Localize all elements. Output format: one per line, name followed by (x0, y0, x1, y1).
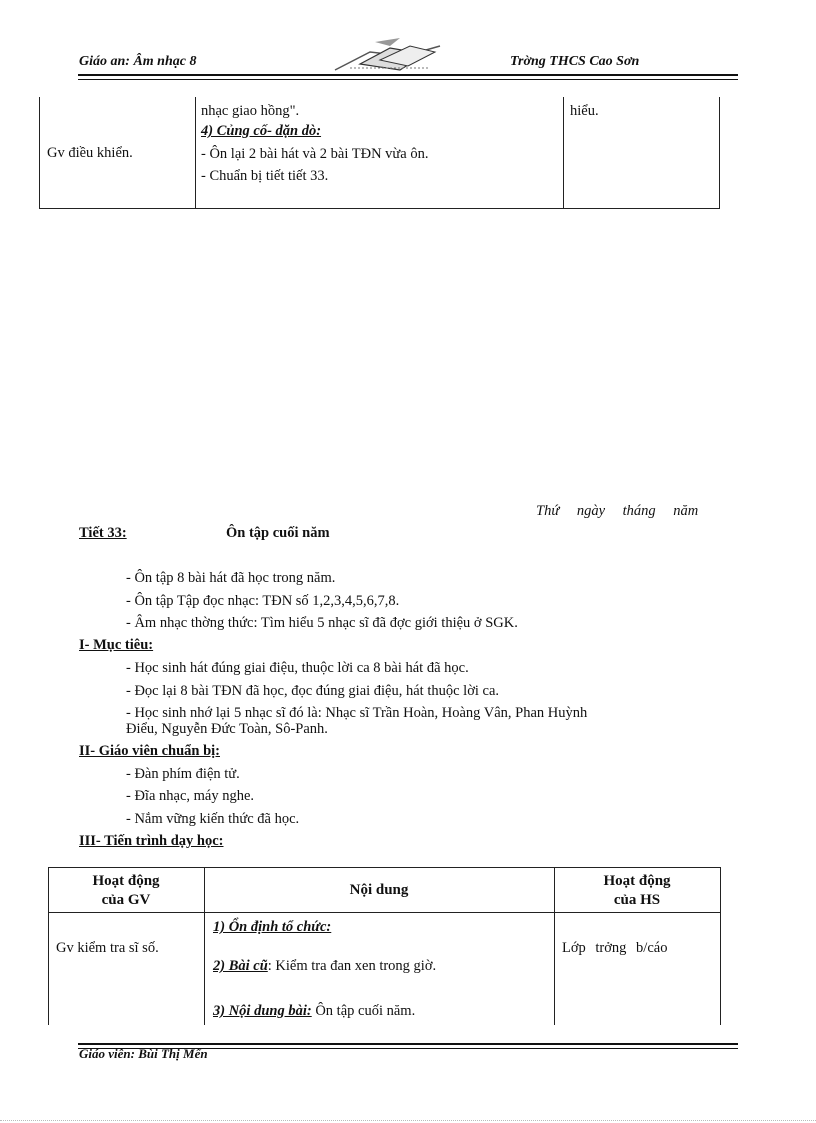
hs-cell: Lớp trởng b/cáo (562, 940, 668, 956)
content-step-2: 2) Bài cũ: Kiểm tra đan xen trong giờ. (213, 958, 437, 974)
activity-table (48, 867, 721, 1025)
top-table-content-line: 4) Củng cố- dặn dò: (201, 123, 322, 139)
lesson-number: Tiết 33: (79, 525, 127, 541)
top-table-hs-cell: hiểu. (570, 103, 599, 119)
section-1-item: - Học sinh hát đúng giai điệu, thuộc lời ca 8 bài hát đã học. (126, 660, 469, 676)
gv-cell: Gv kiểm tra sĩ số. (56, 940, 159, 956)
section-1-item: - Đọc lại 8 bài TĐN đã học, đọc đúng giai điệu, hát thuộc lời ca. (126, 683, 500, 699)
footer-teacher: Giáo viên: Bùi Thị Mến (79, 1046, 208, 1061)
section-3-title: III- Tiến trình dạy học: (79, 833, 224, 849)
date-line: Thứ ngày tháng năm (536, 503, 699, 519)
intro-item: - Ôn tập Tập đọc nhạc: TĐN số 1,2,3,4,5,6,7,8. (126, 593, 400, 609)
intro-item: - Âm nhạc thờng thức: Tìm hiểu 5 nhạc sĩ đã đợc giới thiệu ở SGK. (126, 615, 518, 631)
content-step-1: 1) Ổn định tổ chức: (213, 919, 332, 935)
header-rule-thin (78, 79, 738, 80)
top-table-content-line: - Ôn lại 2 bài hát và 2 bài TĐN vừa ôn. (201, 146, 429, 162)
book-quill-logo-icon (330, 34, 445, 74)
top-table-content-line: nhạc giao hồng". (201, 103, 300, 119)
section-2-title: II- Giáo viên chuẩn bị: (79, 743, 220, 759)
section-1-item: Điểu, Nguyễn Đức Toàn, Sô-Panh. (126, 721, 328, 737)
header-left: Giáo an: Âm nhạc 8 (79, 54, 197, 69)
header-right: Trờng THCS Cao Sơn (510, 54, 640, 69)
footer-rule-thick (78, 1043, 738, 1045)
top-table (39, 97, 720, 209)
top-table-content-line: - Chuẩn bị tiết tiết 33. (201, 168, 329, 184)
section-2-item: - Đĩa nhạc, máy nghe. (126, 788, 255, 804)
intro-item: - Ôn tập 8 bài hát đã học trong năm. (126, 570, 336, 586)
page-bottom-border (0, 1120, 816, 1121)
header-content: Nội dung (349, 882, 409, 898)
content-step-3: 3) Nội dung bài: Ôn tập cuối năm. (213, 1003, 416, 1019)
section-2-item: - Nắm vững kiến thức đã học. (126, 811, 300, 827)
header-hs: Hoạt động của HS (603, 873, 671, 908)
top-table-gv-cell: Gv điều khiển. (47, 145, 133, 161)
section-1-item: - Học sinh nhớ lại 5 nhạc sĩ đó là: Nhạc sĩ Trần Hoàn, Hoàng Vân, Phan Huỳnh (126, 705, 588, 721)
header-rule-thick (78, 74, 738, 76)
lesson-title: Ôn tập cuối năm (226, 525, 330, 541)
section-2-item: - Đàn phím điện tử. (126, 766, 240, 782)
header-gv: Hoạt động của GV (92, 873, 160, 908)
section-1-title: I- Mục tiêu: (79, 637, 154, 653)
